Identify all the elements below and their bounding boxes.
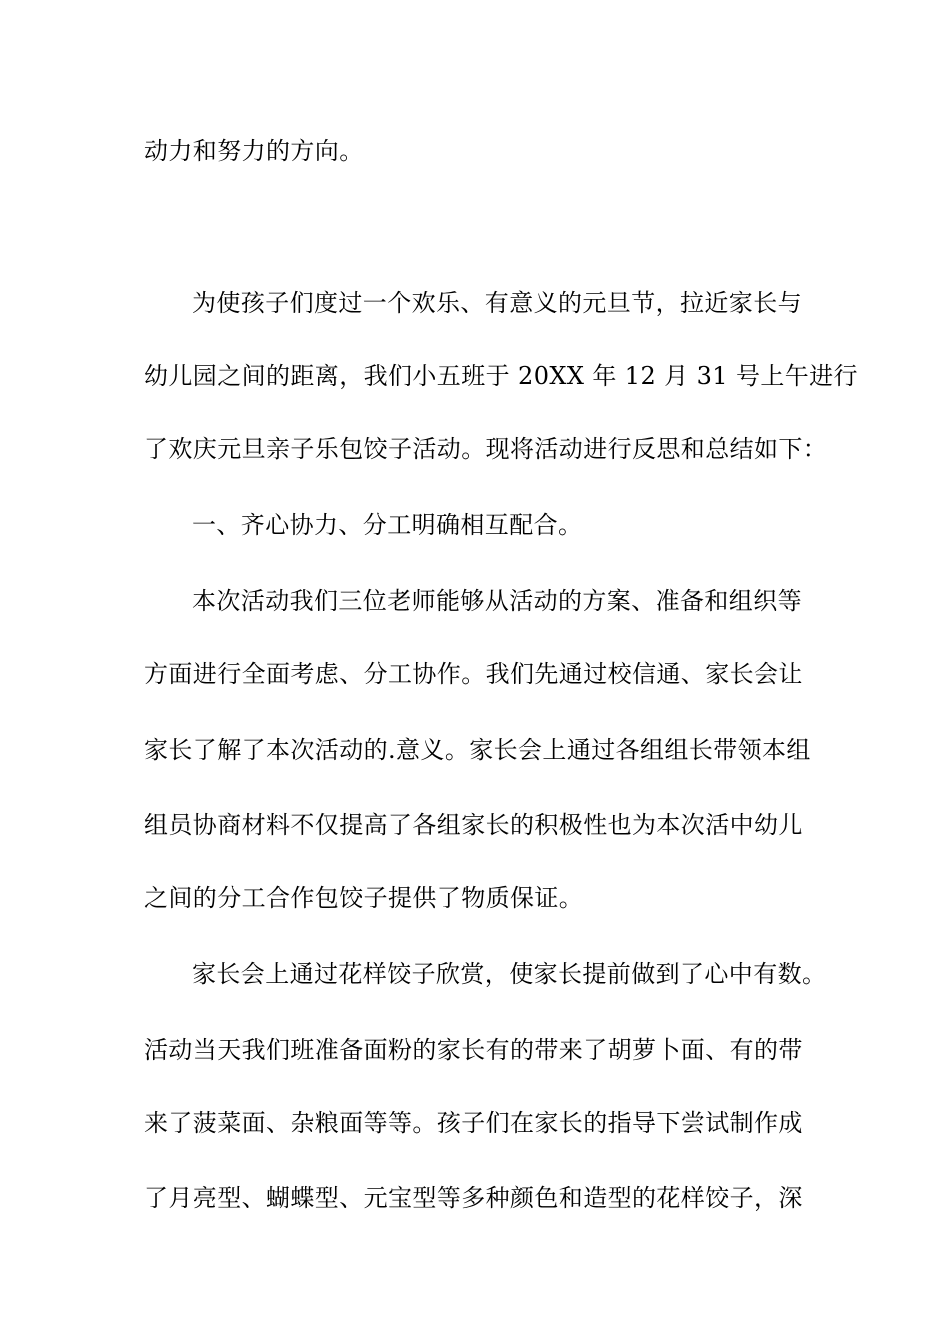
paragraph-line: 组员协商材料不仅提高了各组家长的积极性也为本次活中幼儿: [144, 811, 803, 839]
paragraph-line: 幼儿园之间的距离，我们小五班于 20XX 年 12 月 31 号上午进行: [144, 362, 858, 390]
section-heading: 一、齐心协力、分工明确相互配合。: [192, 511, 583, 539]
paragraph-line: 了欢庆元旦亲子乐包饺子活动。现将活动进行反思和总结如下：: [144, 435, 828, 463]
paragraph-line: 之间的分工合作包饺子提供了物质保证。: [144, 884, 584, 912]
paragraph-line: 为使孩子们度过一个欢乐、有意义的元旦节，拉近家长与: [192, 289, 802, 317]
paragraph-line: 本次活动我们三位老师能够从活动的方案、准备和组织等: [192, 587, 802, 615]
paragraph-line: 家长了解了本次活动的.意义。家长会上通过各组组长带领本组: [144, 736, 811, 764]
paragraph-line: 家长会上通过花样饺子欣赏，使家长提前做到了心中有数。: [192, 960, 827, 988]
paragraph-line: 活动当天我们班准备面粉的家长有的带来了胡萝卜面、有的带: [144, 1036, 803, 1064]
paragraph-line: 动力和努力的方向。: [144, 137, 364, 165]
paragraph-line: 来了菠菜面、杂粮面等等。孩子们在家长的指导下尝试制作成: [144, 1109, 803, 1137]
paragraph-line: 了月亮型、蝴蝶型、元宝型等多种颜色和造型的花样饺子，深: [144, 1184, 803, 1212]
paragraph-line: 方面进行全面考虑、分工协作。我们先通过校信通、家长会让: [144, 660, 803, 688]
